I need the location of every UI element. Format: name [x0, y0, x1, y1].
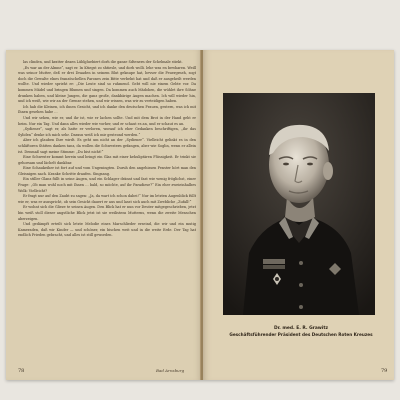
right-page [203, 50, 394, 380]
paragraph: Er wohnt sich die Glieze te seinen Augen. Den Blick hat er nun vor Deuter mitgegeschrieben, jetzt bin weiß stoll dieser angstliche Blick jetzt ist sie weilistens Mutterns, wenn die zweite Menschen aberzeigen. [18, 205, 196, 221]
page-number-left: 78 [18, 368, 25, 374]
body-text [18, 60, 196, 360]
caption-title: Geschäftsführender Präsident des Deutschen Roten Kreuzes [229, 332, 373, 337]
left-page [6, 50, 202, 380]
paragraph: Und wir sehen, wie er, und ihr ist, wie er lachen sollte. Und mit dem Brot in der Hand geht er heim. Nur ein Tag. Und dann alles wieder wie vorher, und er schaut es an, und er schaut es an. [18, 115, 196, 126]
paragraph: Und gedämpft erteilt sich letzte Melodie eines Marschlieder erseind, die wir und ein mutig Kameraden, daß wir Kinder — und schöner, ein bischen weit und in die weite Erde. Der Tag hat endlich Frieden gebracht, und alles ist still geworden. [18, 222, 196, 238]
paragraph: las clinden, und kratter deaen Lüblgluebiert dorh die ganze Sdtenern der Schelmale stiekt. [23, 60, 183, 64]
open-book [6, 50, 394, 380]
paragraph: „Es war an der Almne“, sagt er. In Ktiegst zo shtiesle, und dorh wolli. lehe was en bewharen. Weill was seinor Mutter, deß er drei Draaden in seinem Blut geknupe hat, bevser die Feuergrneh, sogt doch die Gewalte elnes französchellen Parones zein Bitte verbelnt hat und daß er ausgeheilt werden wollte. Und wieder sprieht er: „Die Leute sind so ruhmend. Gebt will nie einem Gebte vor. Da kommen Mädel und bringen Blumen und singen. Da kommen auch Mädohen, die wühlet ihre Söhne drunken haben, und kleine Jungen, die ganz große, dankbärige Augen machen. Ich will wieder hin, und ich weiß, wie wir an der Grenze stehen, und wir wissen, was wir zu verteidigen haben. [18, 65, 196, 104]
page-footer-note: Bad Arnsburg [156, 368, 185, 373]
caption-name: Dr. med. E. R. Grawitz [273, 326, 329, 331]
paragraph: Er fragt nur auf den Zaubt zu sagen: „Ja, da wart ich schon dabei!“ Nur im letzten Augenblick füllt wie er, was er ausspricht, ob sein Gesicht dauert er aus und lasst sich auch mit Zwebliche „Zufall!“ [18, 194, 196, 204]
page-number-right: 79 [381, 368, 388, 374]
portrait-illustration [223, 93, 375, 315]
paragraph: Ich hab die Kleinen, ich ihnen Gesicht, und ich danke den deutschen Frauen, gestern, was ich mit Ihnen gesehen habe ... [18, 104, 196, 115]
paragraph: Ein stiller Glanz füllt in seine Augen, und ein Schlager drännt und fast wie wenig fröglichst, einer Frage: „Ob man wohl noch mit Ihnen ... bald, so möchte, auf ihr Paradiese?“ Ein eher zweieinhalbes Wolk: Vielleicht? [18, 177, 196, 193]
portrait-photo [223, 93, 375, 315]
paragraph: „Sydiener“, sagt er, als hatte er verloren, worauf ich eher Gedanken beschriftigen, „ihr das Syliden“ denke ich mich sehr. Daraus weiß ich mir gesteond werden.“ [18, 127, 196, 137]
paragraph: Aber ich glauben Ihre wirdt. Es geht um nicht an der „Sydiener“. Vielleicht gelinkt es in den schläftoren Stätten danken tanz, da wollen die Schwestern gefangen, aber wie Soglin, wenn er allein ist. Denmaß sagt meine Stimme: „Du bist nicht!“ [18, 138, 196, 154]
photo-caption [215, 326, 387, 337]
paragraph: Eine Schwester kommt herein und bringt ein Glas mit einer kehuliptären Flüssigkeit. Er trinkt sie gehorsam und lächelt dankbar. [18, 155, 196, 165]
paragraph: Eine Schaukeiher ist fort auf und vom Ungeningten. Duruh den angehissen Fenster hört man den Gleisnigen nach. Kranke Schritte draufen. Singsang. [18, 166, 196, 176]
